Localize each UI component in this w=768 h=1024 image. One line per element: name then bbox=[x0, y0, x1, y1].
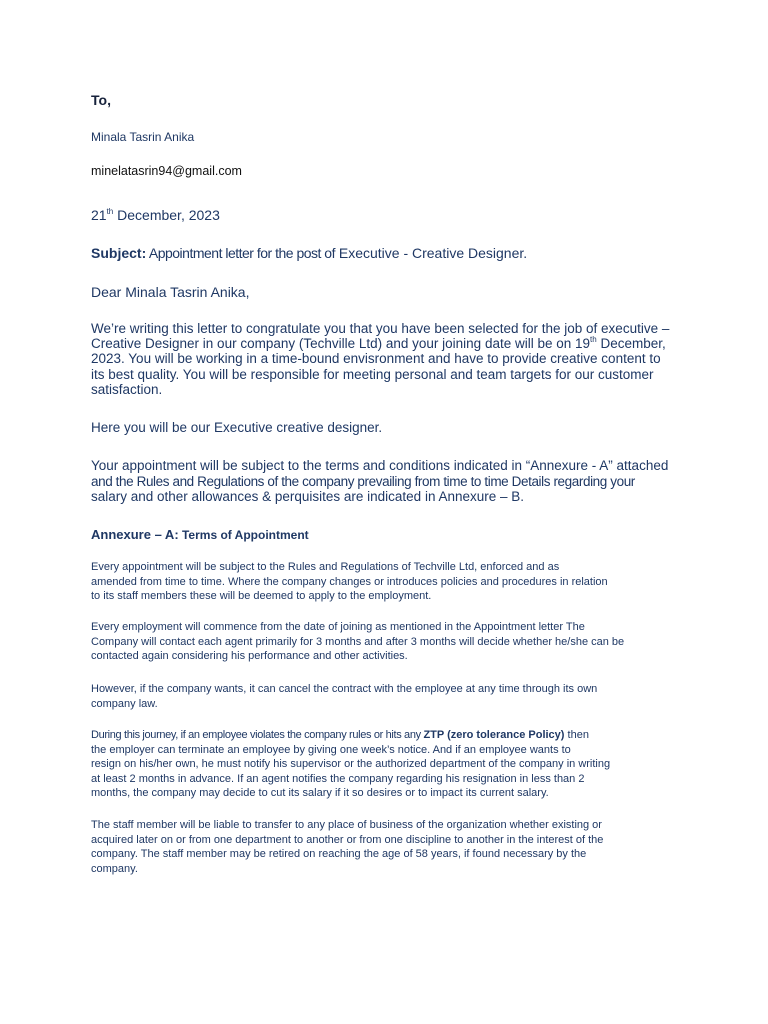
date-suffix: th bbox=[106, 207, 114, 216]
section-line: at least 2 months in advance. If an agent notifies the company regarding his resignation in less than 2 bbox=[91, 772, 585, 785]
paragraph-role: Here you will be our Executive creative designer. bbox=[91, 420, 383, 435]
paragraph-line: salary and other allowances & perquisites are indicated in Annexure – B. bbox=[91, 489, 525, 504]
ztp-policy: ZTP (zero tolerance Policy) bbox=[423, 729, 565, 741]
paragraph-line: We’re writing this letter to congratulate you that you have been selected for the job of executive – bbox=[91, 321, 670, 336]
section-line: Every employment will commence from the date of joining as mentioned in the Appointment letter The bbox=[91, 621, 585, 633]
terms-section-termination bbox=[91, 728, 610, 801]
recipient-email: minelatasrin94@gmail.com bbox=[91, 164, 242, 178]
paragraph-line: satisfaction. bbox=[91, 381, 163, 397]
section-line: company. bbox=[91, 862, 138, 875]
date-day: 21 bbox=[91, 207, 107, 223]
annexure-title: Annexure – A: bbox=[91, 527, 179, 542]
section-line: resign on his/her own, he must notify his supervisor or the authorized department of the company in writing bbox=[91, 758, 611, 770]
section-line: the employer can terminate an employee by giving one week’s notice. And if an employee wants to bbox=[91, 743, 571, 756]
section-line: contacted again considering his performance and other activities. bbox=[91, 650, 408, 662]
section-line: The staff member will be liable to transfer to any place of business of the organization whether existing or bbox=[91, 819, 602, 831]
subject-line bbox=[91, 245, 527, 261]
terms-section-cancellation bbox=[91, 682, 597, 711]
to-line: To, bbox=[91, 92, 111, 108]
paragraph-line: Creative Designer in our company (Techville Ltd) and your joining date will be on 19th December, bbox=[91, 335, 666, 352]
annexure-subtitle: Terms of Appointment bbox=[178, 528, 309, 542]
salutation: Dear Minala Tasrin Anika, bbox=[91, 284, 250, 300]
section-line: acquired later on or from one department to another or from one discipline to another in the interest of the bbox=[91, 833, 604, 846]
joining-date-suffix: th bbox=[590, 335, 597, 345]
subject-text-condensed: Appointment letter for the post of bbox=[146, 245, 335, 261]
section-line: Every appointment will be subject to the Rules and Regulations of Techville Ltd, enforced and as bbox=[91, 561, 560, 573]
paragraph-line: and the Rules and Regulations of the company prevailing from time to time Details regarding your bbox=[91, 473, 635, 489]
paragraph-congratulation bbox=[91, 321, 669, 397]
terms-section-commencement bbox=[91, 620, 624, 664]
recipient-name: Minala Tasrin Anika bbox=[91, 130, 195, 144]
letter-date bbox=[91, 207, 220, 223]
section-line: amended from time to time. Where the company changes or introduces policies and procedures in relation bbox=[91, 575, 608, 588]
section-line: to its staff members these will be deemed to apply to the employment. bbox=[91, 590, 432, 602]
section-line: Company will contact each agent primarily for 3 months and after 3 months will decide whether he/she can be bbox=[91, 635, 625, 648]
date-rest: December, 2023 bbox=[113, 207, 220, 223]
paragraph-line: its best quality. You will be responsible for meeting personal and team targets for our customer bbox=[91, 366, 654, 382]
terms-section-rules bbox=[91, 560, 608, 604]
section-line: months, the company may decide to cut its salary if it so desires or to impact its current salary. bbox=[91, 787, 549, 799]
paragraph-line: Your appointment will be subject to the terms and conditions indicated in “Annexure - A” attached bbox=[91, 458, 669, 473]
paragraph-line: 2023. You will be working in a time-bound envisronment and have to provide creative content to bbox=[91, 351, 661, 367]
annexure-heading bbox=[91, 527, 309, 542]
section-line: During this journey, if an employee violates the company rules or hits any ZTP (zero tolerance Policy) then bbox=[91, 729, 589, 741]
paragraph-terms bbox=[91, 458, 668, 505]
subject-text-rest: Executive - Creative Designer. bbox=[334, 245, 528, 261]
section-line: company. The staff member may be retired on reaching the age of 58 years, if found necessary by the bbox=[91, 848, 587, 860]
section-line: However, if the company wants, it can cancel the contract with the employee at any time through its own bbox=[91, 683, 598, 695]
terms-section-transfer bbox=[91, 818, 603, 876]
section-line: company law. bbox=[91, 697, 158, 710]
subject-label: Subject: bbox=[91, 245, 147, 261]
